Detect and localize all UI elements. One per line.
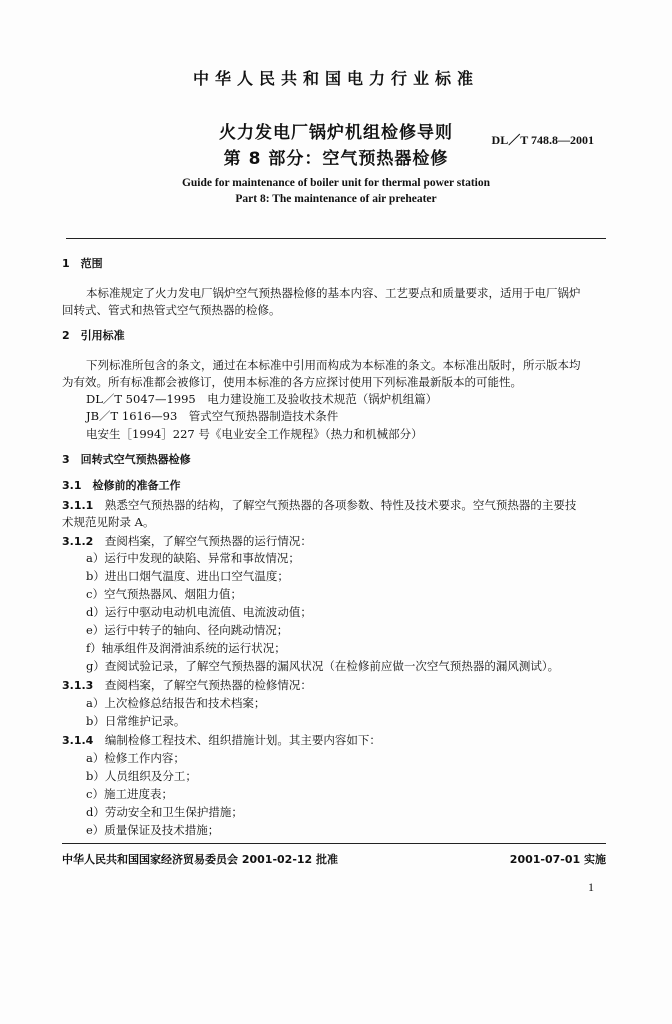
clause-number: 3.1.1: [62, 499, 94, 512]
english-title-line2: Part 8: The maintenance of air preheater: [235, 193, 437, 205]
list-item: e）运行中转子的轴向、径向跳动情况；: [86, 623, 289, 637]
clause-3-1-1-line1: [62, 497, 610, 514]
list-item: d）运行中驱动电动机电流值、电流波动值；: [86, 605, 312, 619]
clause-text: 查阅档案，了解空气预热器的检修情况：: [93, 678, 312, 692]
list-item: a）运行中发现的缺陷、异常和事故情况；: [86, 551, 300, 565]
doc-title-line1: 火力发电厂锅炉机组检修导则: [219, 123, 453, 143]
list-item: c）空气预热器风、烟阻力值；: [86, 587, 242, 601]
reference-3: 电安生［1994］227 号《电业安全工作规程》（热力和机械部分）: [86, 427, 423, 441]
section-2-paragraph-line1: 下列标准所包含的条文，通过在本标准中引用而构成为本标准的条文。本标准出版时，所示版本均: [86, 358, 581, 372]
clause-number: 3.1.4: [62, 734, 94, 747]
section-1-paragraph-line2: 回转式、管式和热管式空气预热器的检修。: [62, 303, 281, 317]
clause-number: 3.1.2: [62, 535, 94, 548]
section-1-paragraph-line1: 本标准规定了火力发电厂锅炉空气预热器检修的基本内容、工艺要点和质量要求，适用于电厂锅炉: [86, 286, 581, 300]
reference-1: DL／T 5047—1995 电力建设施工及验收技术规范（锅炉机组篇）: [86, 392, 438, 406]
list-item: b）进出口烟气温度、进出口空气温度；: [86, 569, 289, 583]
list-item: b）人员组织及分工；: [86, 769, 197, 783]
clause-3-1-1-line2: 术规范见附录 A。: [62, 515, 155, 529]
list-item: a）上次检修总结报告和技术档案；: [86, 696, 266, 710]
implementation-date: 2001-07-01 实施: [509, 853, 606, 866]
clause-text: 熟悉空气预热器的结构，了解空气预热器的各项参数、特性及技术要求。空气预热器的主要技: [93, 498, 577, 512]
clause-text: 编制检修工程技术、组织措施计划。其主要内容如下：: [93, 733, 381, 747]
clause-number: 3.1.3: [62, 679, 94, 692]
section-3-heading: 3 回转式空气预热器检修: [62, 453, 191, 466]
clause-3-1-2: [62, 533, 610, 550]
section-3-1-heading: 3.1 检修前的准备工作: [62, 479, 181, 492]
approval-statement: 中华人民共和国国家经济贸易委员会 2001-02-12 批准: [62, 853, 339, 866]
list-item: g）查阅试验记录，了解空气预热器的漏风状况（在检修前应做一次空气预热器的漏风测试）。: [86, 659, 560, 673]
english-title-line1: Guide for maintenance of boiler unit for thermal power station: [181, 177, 491, 189]
bottom-divider: [62, 843, 606, 844]
doc-title-line2: 第 8 部分：空气预热器检修: [223, 149, 449, 169]
clause-3-1-3: [62, 677, 610, 694]
section-1-heading: 1 范围: [62, 257, 103, 270]
list-item: e）质量保证及技术措施；: [86, 823, 220, 837]
list-item: f）轴承组件及润滑油系统的运行状况；: [86, 641, 286, 655]
list-item: d）劳动安全和卫生保护措施；: [86, 805, 243, 819]
org-standard-header: 中华人民共和国电力行业标准: [192, 69, 479, 88]
section-2-paragraph-line2: 为有效。所有标准都会被修订，使用本标准的各方应探讨使用下列标准最新版本的可能性。: [62, 375, 522, 389]
list-item: b）日常维护记录。: [86, 714, 186, 728]
standard-code: DL／T 748.8—2001: [491, 133, 594, 147]
section-2-heading: 2 引用标准: [62, 329, 125, 342]
page-number: 1: [588, 880, 594, 894]
reference-2: JB／T 1616—93 管式空气预热器制造技术条件: [86, 409, 339, 423]
clause-3-1-4: [62, 732, 610, 749]
clause-text: 查阅档案，了解空气预热器的运行情况：: [93, 534, 312, 548]
list-item: a）检修工作内容；: [86, 751, 185, 765]
list-item: c）施工进度表；: [86, 787, 173, 801]
top-divider: [66, 238, 606, 239]
